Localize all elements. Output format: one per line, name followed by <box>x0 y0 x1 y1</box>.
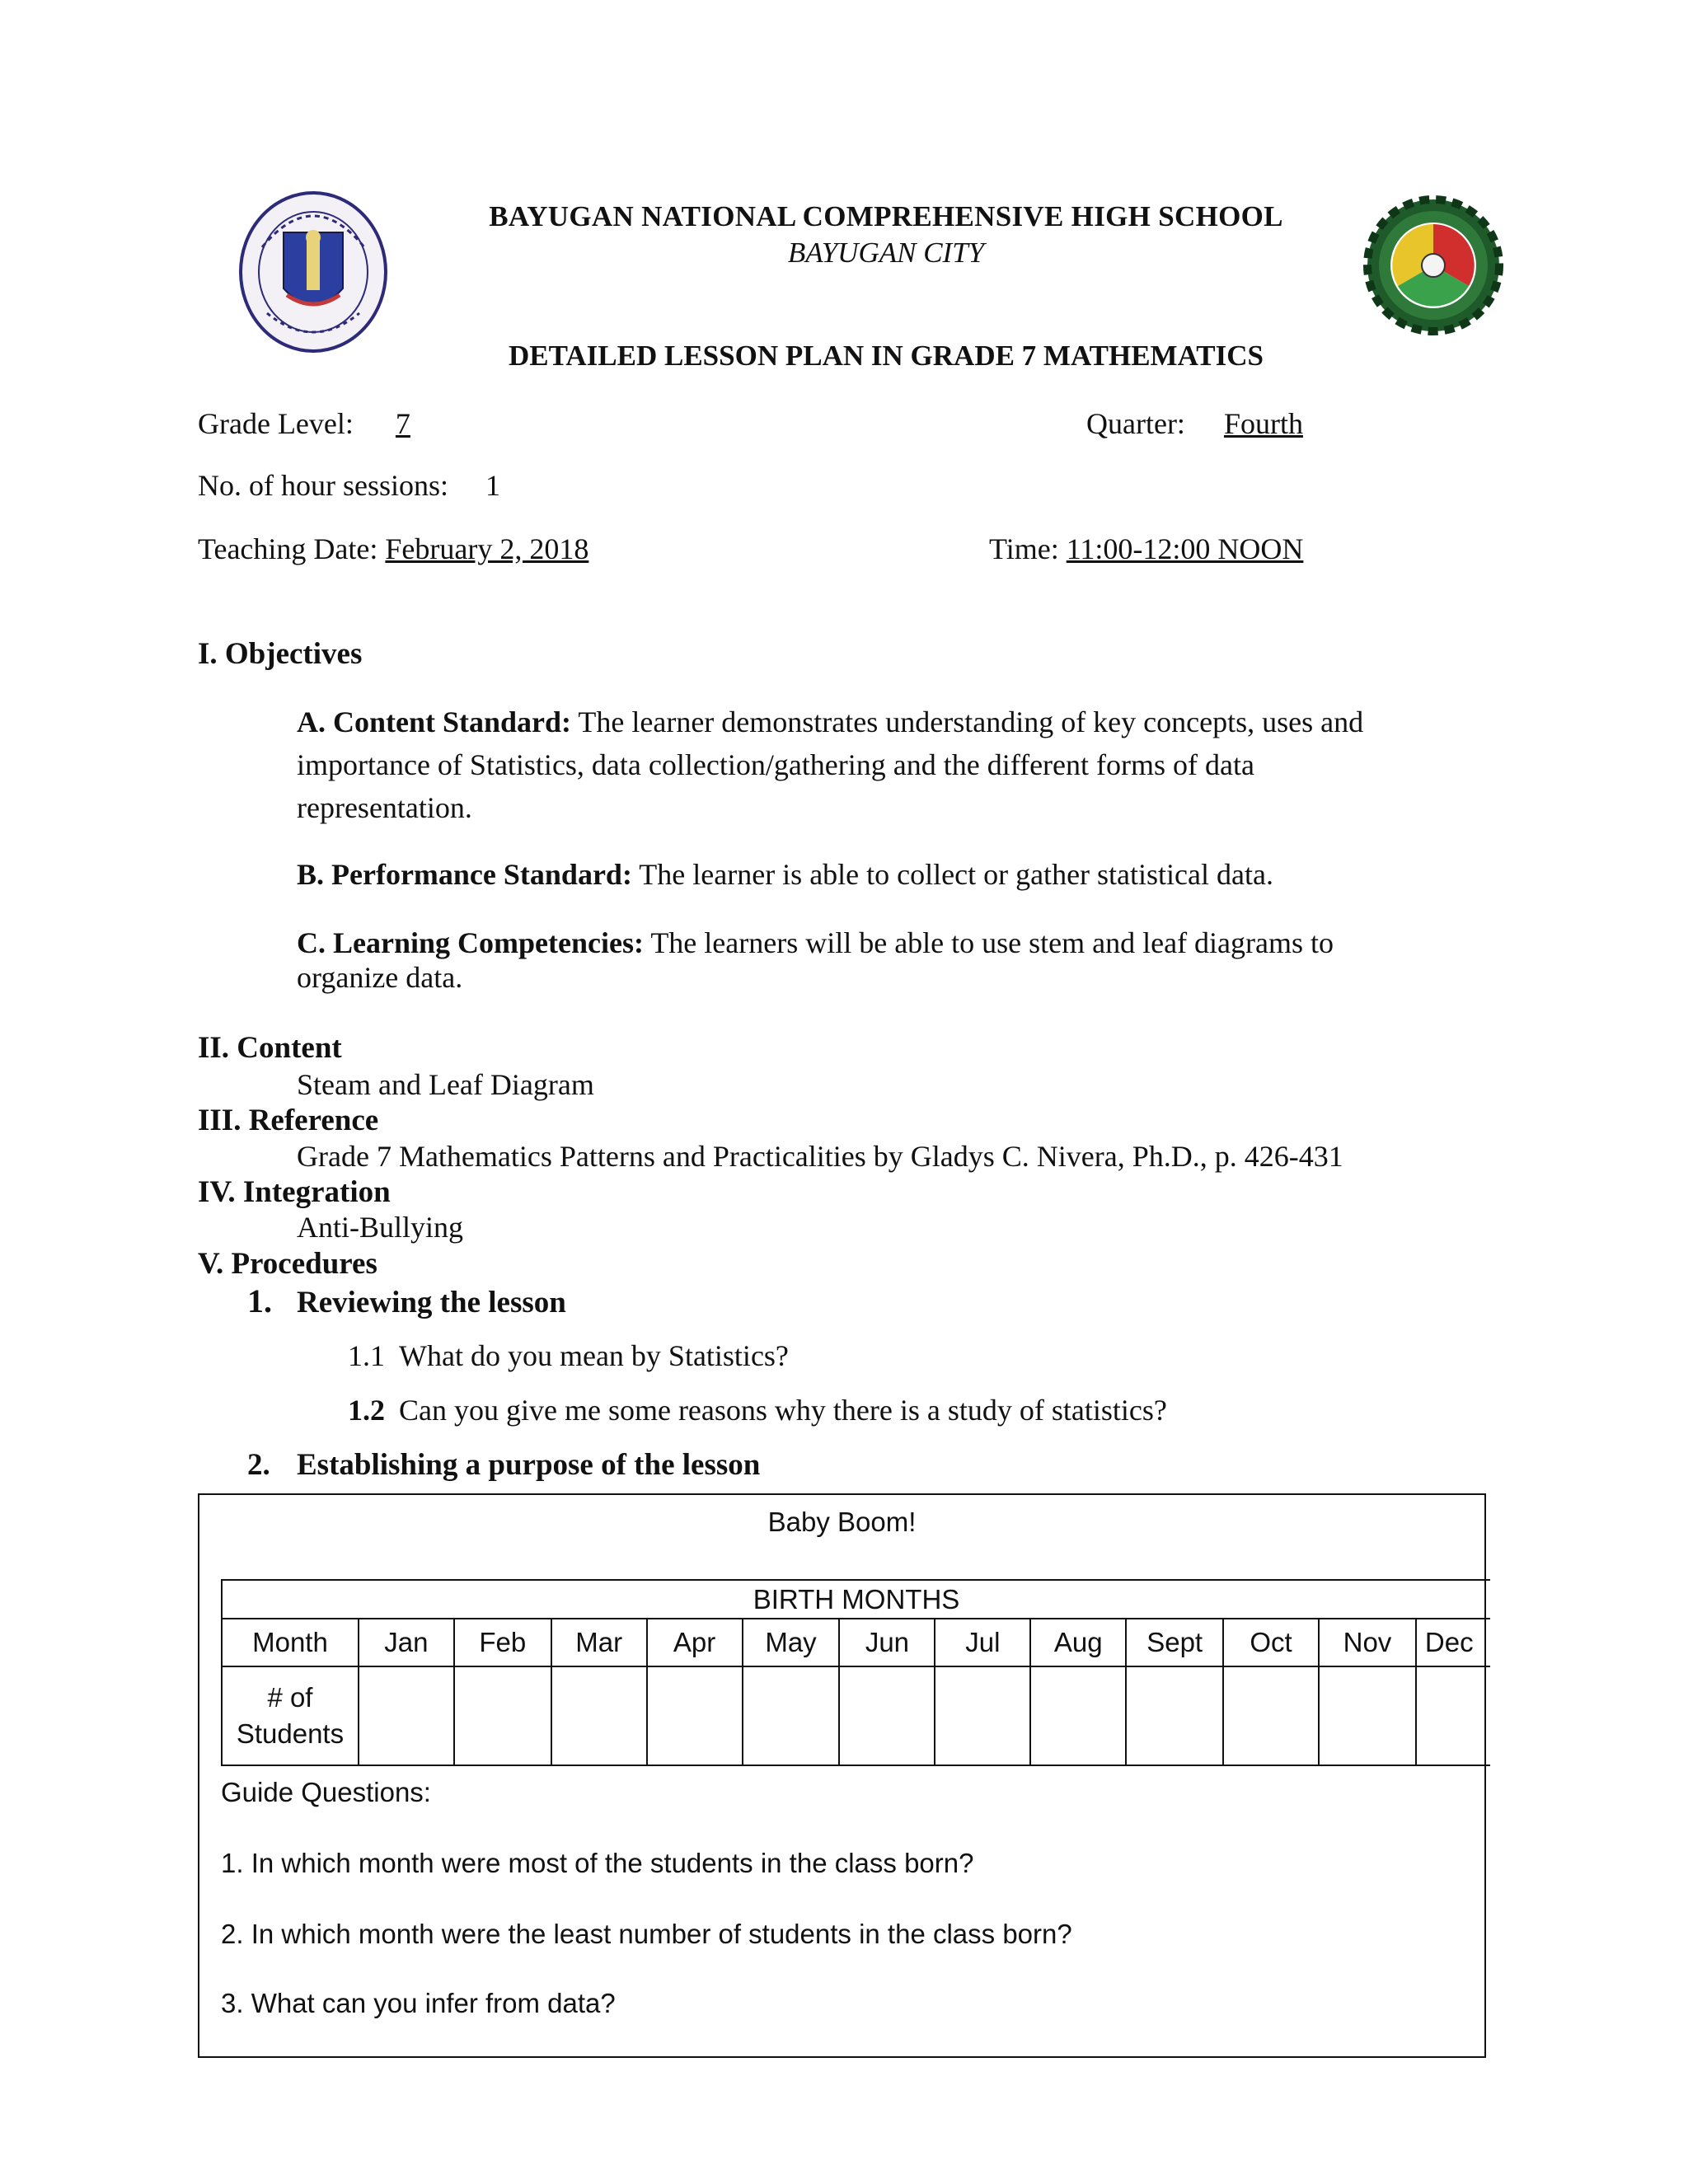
step-2-title: Establishing a purpose of the lesson <box>297 1448 761 1482</box>
step-2 <box>247 1447 760 1483</box>
teaching-date-row <box>198 532 588 566</box>
month-jul: Jul <box>935 1619 1030 1666</box>
review-question-2-number: 1.2 <box>348 1394 385 1427</box>
birth-months-table <box>221 1579 1490 1766</box>
grade-level-row <box>198 406 410 441</box>
learning-competencies <box>297 926 1484 995</box>
content-text: Steam and Leaf Diagram <box>297 1068 594 1101</box>
month-may: May <box>743 1619 840 1666</box>
students-row-label-line2: Students <box>236 1718 345 1749</box>
step-1-number: 1. <box>247 1282 272 1319</box>
teaching-date-label: Teaching Date: <box>198 532 378 565</box>
content-standard-label: A. Content Standard: <box>297 705 572 738</box>
month-oct: Oct <box>1223 1619 1319 1666</box>
students-cell-nov[interactable] <box>1319 1666 1416 1765</box>
school-city: BAYUGAN CITY <box>787 237 985 269</box>
learning-competencies-label: C. Learning Competencies: <box>297 926 644 959</box>
content-standard-line3: representation. <box>297 791 472 824</box>
month-nov: Nov <box>1319 1619 1416 1666</box>
guide-question-1: 1. In which month were most of the students in the class born? <box>221 1848 974 1878</box>
students-row-label-line1: # of <box>267 1682 313 1713</box>
school-name: BAYUGAN NATIONAL COMPREHENSIVE HIGH SCHOOL <box>489 200 1283 232</box>
time-value: 11:00-12:00 NOON <box>1066 532 1304 565</box>
review-question-1 <box>348 1338 789 1373</box>
students-cell-jan[interactable] <box>359 1666 454 1765</box>
month-dec: Dec <box>1416 1619 1490 1666</box>
quarter-label: Quarter: <box>1086 407 1185 440</box>
birth-months-title: BIRTH MONTHS <box>222 1580 1490 1619</box>
learning-competencies-line1: The learners will be able to use stem and leaf diagrams to <box>650 926 1334 959</box>
students-cell-mar[interactable] <box>551 1666 647 1765</box>
students-cell-aug[interactable] <box>1030 1666 1126 1765</box>
month-apr: Apr <box>647 1619 743 1666</box>
grade-level-value: 7 <box>395 407 410 440</box>
month-aug: Aug <box>1030 1619 1126 1666</box>
objectives-heading: I. Objectives <box>198 637 363 671</box>
students-cell-jun[interactable] <box>839 1666 935 1765</box>
procedures-heading: V. Procedures <box>198 1247 377 1281</box>
students-cell-apr[interactable] <box>647 1666 743 1765</box>
students-cell-oct[interactable] <box>1223 1666 1319 1765</box>
integration-heading: IV. Integration <box>198 1175 391 1209</box>
review-question-2-text: Can you give me some reasons why there is a study of statistics? <box>399 1394 1167 1427</box>
reference-text: Grade 7 Mathematics Patterns and Practicalities by Gladys C. Nivera, Ph.D., p. 426-431 <box>297 1140 1343 1173</box>
students-cell-feb[interactable] <box>454 1666 551 1765</box>
month-feb: Feb <box>454 1619 551 1666</box>
guide-question-3: 3. What can you infer from data? <box>221 1988 616 2018</box>
step-2-number: 2. <box>247 1448 270 1482</box>
review-question-1-number: 1.1 <box>348 1339 385 1372</box>
baby-boom-activity-box <box>198 1493 1486 2058</box>
grade-level-label: Grade Level: <box>198 407 354 440</box>
students-cell-may[interactable] <box>743 1666 840 1765</box>
content-standard-line2: importance of Statistics, data collection/gathering and the different forms of data <box>297 748 1254 781</box>
performance-standard-text: The learner is able to collect or gather statistical data. <box>639 858 1273 891</box>
teaching-date-value: February 2, 2018 <box>385 532 589 565</box>
content-heading: II. Content <box>198 1031 342 1065</box>
students-cell-jul[interactable] <box>935 1666 1030 1765</box>
review-question-1-text: What do you mean by Statistics? <box>399 1339 789 1372</box>
performance-standard <box>297 853 1484 896</box>
performance-standard-label: B. Performance Standard: <box>297 858 632 891</box>
integration-text: Anti-Bullying <box>297 1211 464 1244</box>
step-1-title: Reviewing the lesson <box>297 1286 566 1319</box>
sessions-value: 1 <box>485 469 500 502</box>
month-jun: Jun <box>839 1619 935 1666</box>
quarter-row <box>1086 406 1303 441</box>
guide-questions-heading: Guide Questions: <box>221 1777 431 1807</box>
guide-question-2: 2. In which month were the least number of students in the class born? <box>221 1919 1072 1949</box>
month-mar: Mar <box>551 1619 647 1666</box>
month-jan: Jan <box>359 1619 454 1666</box>
content-standard <box>297 701 1484 829</box>
content-standard-line1: The learner demonstrates understanding of key concepts, uses and <box>578 705 1364 738</box>
students-cell-sept[interactable] <box>1126 1666 1223 1765</box>
time-label: Time: <box>989 532 1059 565</box>
reference-heading: III. Reference <box>198 1104 379 1137</box>
time-row <box>989 532 1303 566</box>
activity-title: Baby Boom! <box>767 1507 917 1537</box>
quarter-value: Fourth <box>1223 407 1303 440</box>
month-header-row <box>222 1619 1490 1666</box>
month-sept: Sept <box>1126 1619 1223 1666</box>
month-row-label: Month <box>222 1619 359 1666</box>
step-1 <box>247 1282 566 1320</box>
learning-competencies-line2: organize data. <box>297 961 463 994</box>
students-row-label <box>222 1666 359 1765</box>
lesson-plan-title: DETAILED LESSON PLAN IN GRADE 7 MATHEMATICS <box>509 340 1264 372</box>
sessions-label: No. of hour sessions: <box>198 469 448 502</box>
review-question-2 <box>348 1393 1167 1427</box>
students-cell-dec[interactable] <box>1416 1666 1490 1765</box>
students-count-row <box>222 1666 1490 1765</box>
sessions-row <box>198 468 500 503</box>
